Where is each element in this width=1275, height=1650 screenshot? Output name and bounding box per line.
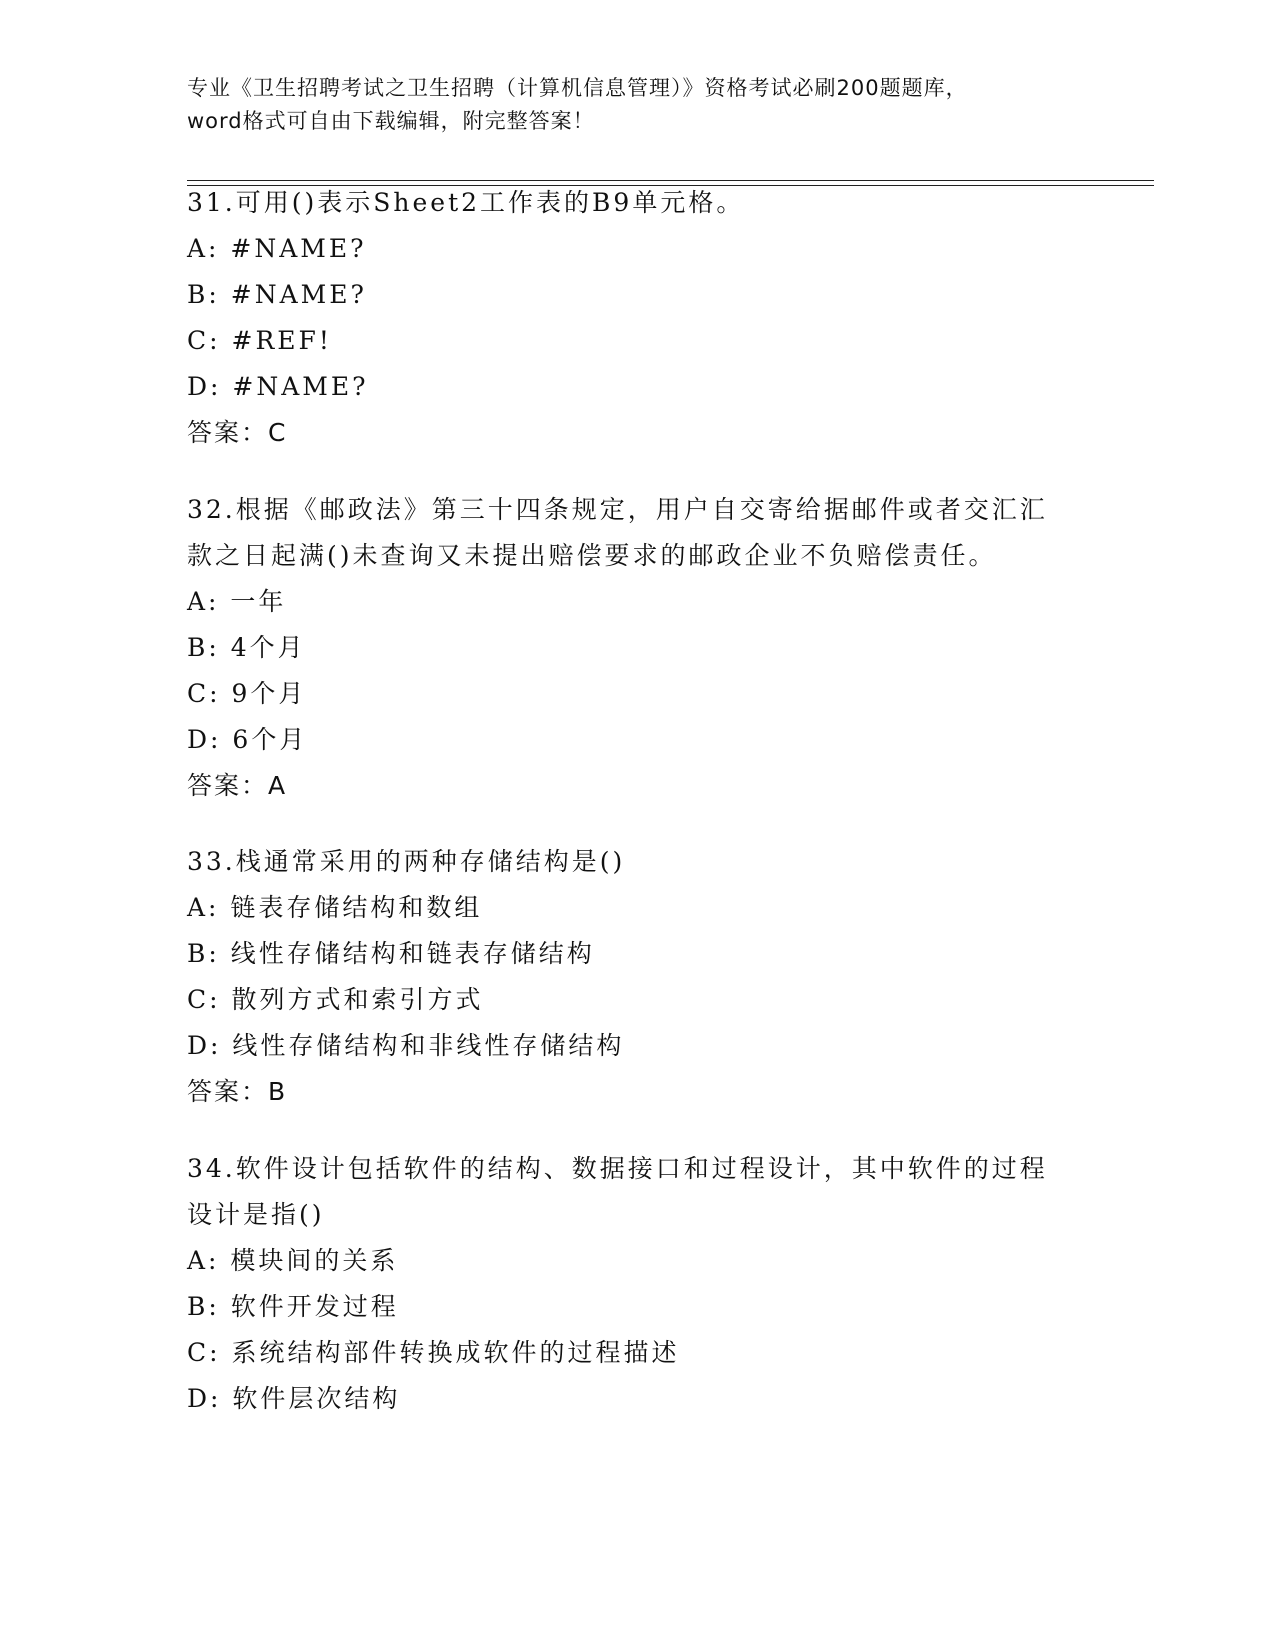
option-b: B: 4个月 xyxy=(187,633,306,662)
question-32 xyxy=(187,487,1087,809)
question-stem-continued: 款之日起满()未查询又未提出赔偿要求的邮政企业不负赔偿责任。 xyxy=(187,541,997,570)
document-header xyxy=(187,72,1087,138)
question-31 xyxy=(187,180,1087,456)
option-b: B: #NAME? xyxy=(187,280,367,309)
option-d: D: 6个月 xyxy=(187,725,308,754)
option-a: A: 一年 xyxy=(187,587,287,616)
option-c: C: 9个月 xyxy=(187,679,307,708)
question-stem-continued: 设计是指() xyxy=(187,1200,325,1229)
option-a: A: 模块间的关系 xyxy=(187,1246,399,1275)
option-c: C: #REF! xyxy=(187,326,332,355)
answer: 答案：B xyxy=(187,1077,288,1106)
answer: 答案：C xyxy=(187,418,288,447)
option-b: B: 线性存储结构和链表存储结构 xyxy=(187,939,595,968)
question-33 xyxy=(187,839,1087,1115)
question-stem: 34.软件设计包括软件的结构、数据接口和过程设计，其中软件的过程 xyxy=(187,1154,1048,1183)
option-d: D: #NAME? xyxy=(187,372,369,401)
option-d: D: 软件层次结构 xyxy=(187,1384,401,1413)
answer: 答案：A xyxy=(187,771,288,800)
question-34 xyxy=(187,1146,1087,1422)
option-d: D: 线性存储结构和非线性存储结构 xyxy=(187,1031,625,1060)
option-a: A: #NAME? xyxy=(187,234,367,263)
option-b: B: 软件开发过程 xyxy=(187,1292,399,1321)
header-line-1: 专业《卫生招聘考试之卫生招聘（计算机信息管理）》资格考试必刷200题题库， xyxy=(187,76,968,100)
question-stem: 32.根据《邮政法》第三十四条规定，用户自交寄给据邮件或者交汇汇 xyxy=(187,495,1048,524)
option-c: C: 系统结构部件转换成软件的过程描述 xyxy=(187,1338,680,1367)
question-stem: 33.栈通常采用的两种存储结构是() xyxy=(187,847,626,876)
option-a: A: 链表存储结构和数组 xyxy=(187,893,483,922)
option-c: C: 散列方式和索引方式 xyxy=(187,985,484,1014)
question-stem: 31.可用()表示Sheet2工作表的B9单元格。 xyxy=(187,188,745,217)
header-line-2: word格式可自由下载编辑，附完整答案！ xyxy=(187,109,595,133)
